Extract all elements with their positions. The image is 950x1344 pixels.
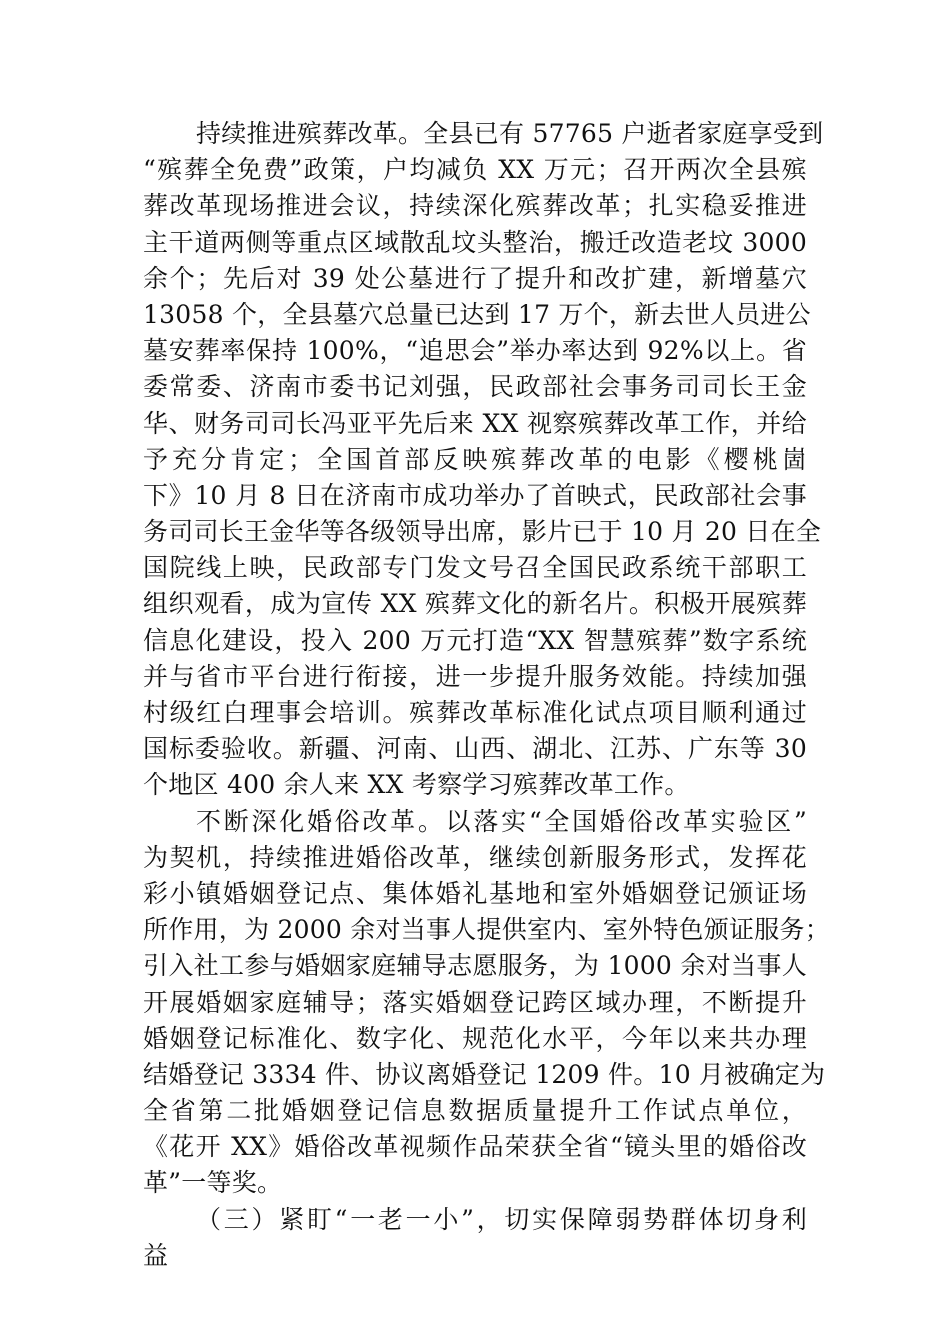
text-line: 《花开 XX》婚俗改革视频作品荣获全省“镜头里的婚俗改	[143, 1132, 807, 1162]
text-line: 所作用，为 2000 余对当事人提供室内、室外特色颁证服务；	[143, 915, 831, 945]
text-line: 开展婚姻家庭辅导；落实婚姻登记跨区域办理，不断提升	[143, 987, 807, 1017]
text-line: 村级红白理事会培训。殡葬改革标准化试点项目顺利通过	[143, 698, 807, 727]
text-line: 信息化建设，投入 200 万元打造“XX 智慧殡葬”数字系统	[143, 625, 807, 655]
paragraph-funeral-reform	[143, 116, 824, 804]
paragraph-marriage-reform	[143, 804, 831, 1202]
text-line: 持续推进殡葬改革。全县已有 57765 户逝者家庭享受到	[196, 119, 824, 148]
text-line: 革”一等奖。	[143, 1168, 283, 1198]
text-line: 葬改革现场推进会议，持续深化殡葬改革；扎实稳妥推进	[143, 191, 807, 221]
text-line: 国标委验收。新疆、河南、山西、湖北、江苏、广东等 30	[143, 734, 807, 764]
text-line: 主干道两侧等重点区域散乱坟头整治，搬迁改造老坟 3000	[143, 227, 807, 257]
text-line: 不断深化婚俗改革。以落实“全国婚俗改革实验区”	[196, 806, 807, 836]
text-line: 个地区 400 余人来 XX 考察学习殡葬改革工作。	[143, 770, 690, 800]
text-line: 13058 个，全县墓穴总量已达到 17 万个，新去世人员进公	[143, 299, 811, 329]
text-line: 墓安葬率保持 100%，“追思会”举办率达到 92%以上。省	[143, 336, 807, 366]
text-line: 全省第二批婚姻登记信息数据质量提升工作试点单位，	[143, 1096, 807, 1126]
text-line: 组织观看，成为宣传 XX 殡葬文化的新名片。积极开展殡葬	[143, 589, 807, 619]
text-line: 彩小镇婚姻登记点、集体婚礼基地和室外婚姻登记颁证场	[143, 878, 807, 908]
text-line: 务司司长王金华等各级领导出席，影片已于 10 月 20 日在全	[143, 517, 822, 547]
text-line: 下》10 月 8 日在济南市成功举办了首映式，民政部社会事	[143, 480, 807, 510]
text-line: 婚姻登记标准化、数字化、规范化水平，今年以来共办理	[143, 1023, 807, 1053]
text-line: 委常委、济南市委书记刘强，民政部社会事务司司长王金	[143, 372, 807, 402]
text-line: 予充分肯定；全国首部反映殡葬改革的电影《樱桃崮	[143, 444, 807, 474]
document-body	[143, 116, 831, 1274]
text-line: “殡葬全免费”政策，户均减负 XX 万元；召开两次全县殡	[143, 155, 807, 185]
text-line: 结婚登记 3334 件、协议离婚登记 1209 件。10 月被确定为	[143, 1059, 826, 1089]
text-line: 华、财务司司长冯亚平先后来 XX 视察殡葬改革工作，并给	[143, 408, 807, 438]
text-line: 并与省市平台进行衔接，进一步提升服务效能。持续加强	[143, 661, 807, 691]
text-line: 引入社工参与婚姻家庭辅导志愿服务，为 1000 余对当事人	[143, 951, 807, 981]
text-line: 余个；先后对 39 处公墓进行了提升和改扩建，新增墓穴	[143, 263, 807, 293]
text-line: 国院线上映，民政部专门发文号召全国民政系统干部职工	[143, 553, 807, 583]
text-line: 为契机，持续推进婚俗改革，继续创新服务形式，发挥花	[143, 842, 807, 872]
heading-line: （三）紧盯“一老一小”，切实保障弱势群体切身利	[196, 1204, 807, 1234]
section-heading	[143, 1202, 807, 1274]
heading-line: 益	[143, 1240, 169, 1270]
